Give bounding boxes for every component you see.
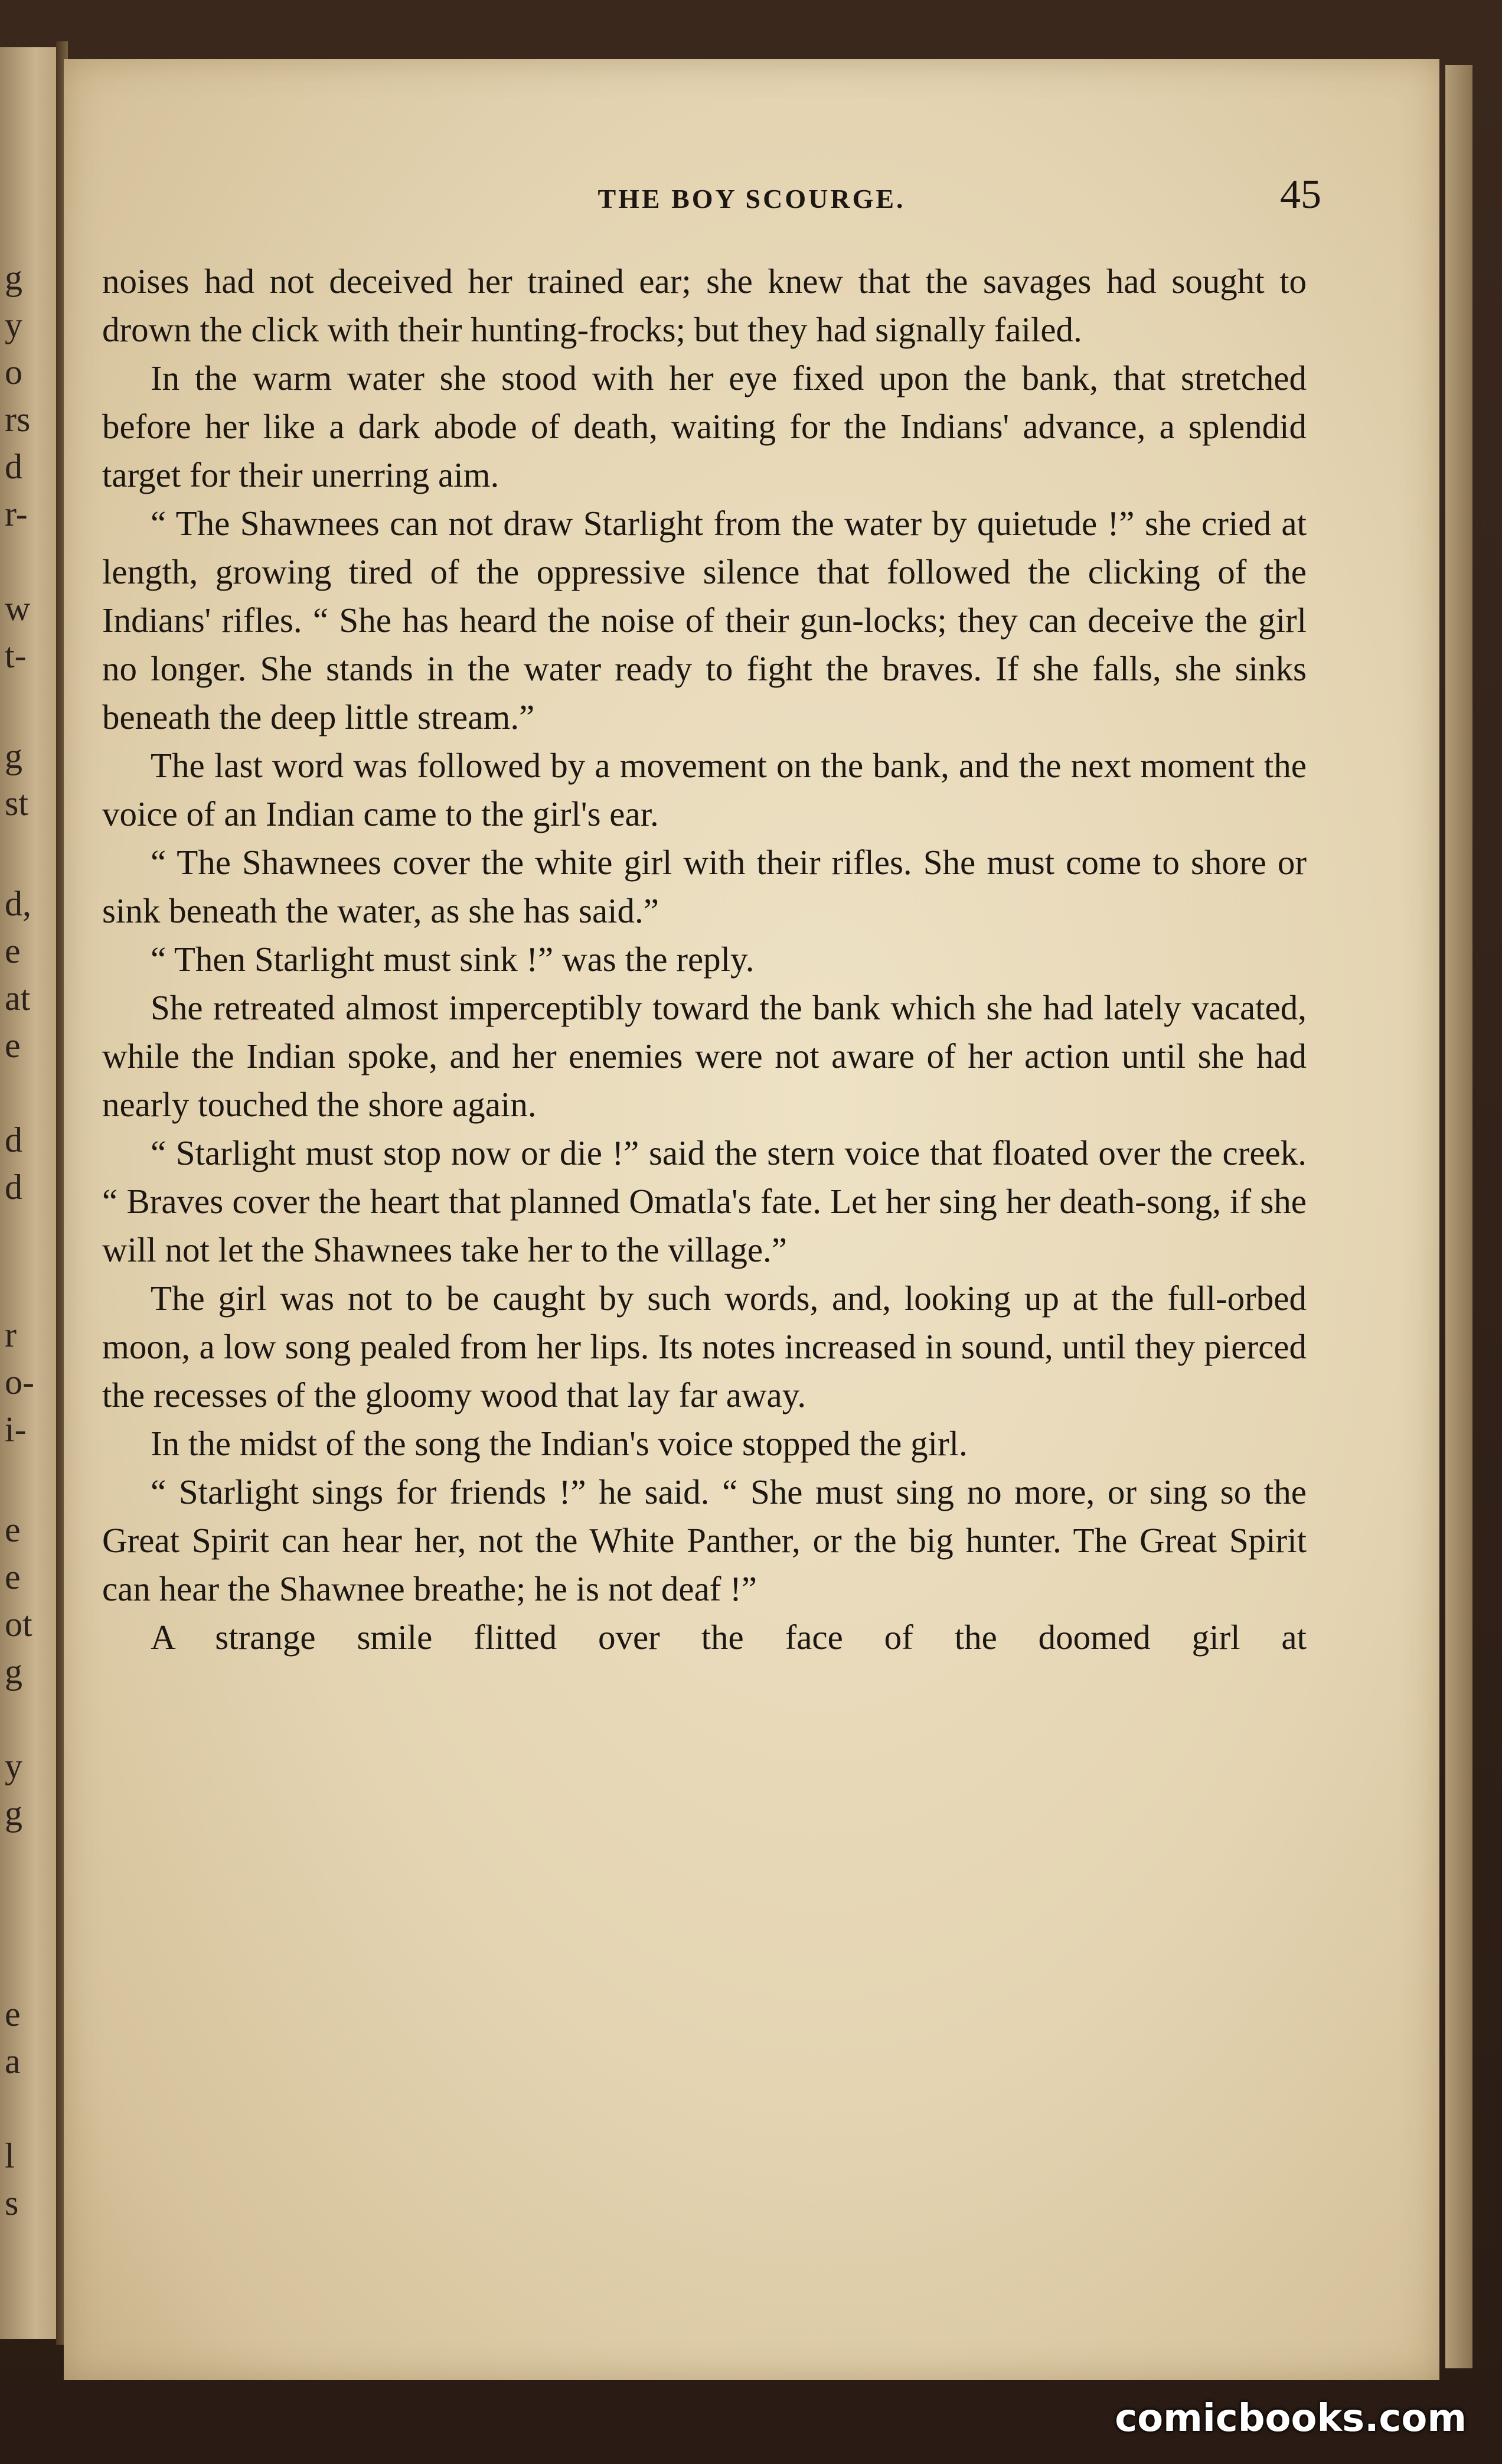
paragraph: “ Then Starlight must sink !” was the reply. xyxy=(151,940,755,979)
left-page-fragment: g xyxy=(5,258,22,297)
left-page-fragment: r- xyxy=(5,494,28,533)
left-page-fragment: d xyxy=(5,1120,22,1159)
paragraph: “ Starlight sings for friends !” he said. “ She must sing no more, or sing so the Great Spirit can hear her, not the White Panther, or the big hunter. The Great Spirit can hear the Shawnee breathe; he is not deaf !” xyxy=(102,1472,1307,1608)
left-page-fragment: e xyxy=(5,1994,21,2033)
left-page-fragment: e xyxy=(5,931,21,970)
left-page-fragment: st xyxy=(5,784,29,823)
left-page-fragment: g xyxy=(5,1652,22,1691)
paragraph: A strange smile flitted over the face of the doomed girl at xyxy=(151,1618,1307,1657)
paragraph: In the midst of the song the Indian's voice stopped the girl. xyxy=(151,1424,968,1463)
paragraph: She retreated almost imperceptibly toward the bank which she had lately vacated, while the Indian spoke, and her enemies were not aware of her action until she had nearly touched the shore again. xyxy=(102,988,1307,1124)
paragraph: noises had not deceived her trained ear; she knew that the savages had sought to drown the click with their hunting-frocks; but they had signally failed. xyxy=(102,262,1307,349)
left-page-fragment: d xyxy=(5,447,22,486)
left-page-fragment: e xyxy=(5,1557,21,1596)
left-page-fragment: i- xyxy=(5,1410,27,1449)
paragraph: In the warm water she stood with her eye fixed upon the bank, that stretched before her like a dark abode of death, waiting for the Indians' advance, a splendid target for their unerring aim. xyxy=(102,358,1307,494)
left-page-fragment: e xyxy=(5,1510,21,1549)
body-text xyxy=(102,257,1307,1661)
left-page-fragment: y xyxy=(5,1746,22,1785)
left-page-fragment: at xyxy=(5,979,31,1018)
paragraph: The last word was followed by a movement on the bank, and the next moment the voice of an Indian came to the girl's ear. xyxy=(102,746,1307,833)
paragraph: The girl was not to be caught by such words, and, looking up at the full-orbed moon, a low song pealed from her lips. Its notes increased in sound, until they pierced the recesses of the gloomy wood that lay far away. xyxy=(102,1279,1307,1414)
paragraph: “ The Shawnees can not draw Starlight from the water by quietude !” she cried at length, growing tired of the oppressive silence that followed the clicking of the Indians' rifles. “ She has heard the noise of their gun-locks; they can deceive the girl no longer. She stands in the water ready to fight the braves. If she falls, she sinks beneath the deep little stream.” xyxy=(102,504,1307,736)
left-page-fragment: a xyxy=(5,2042,21,2081)
page-header xyxy=(64,171,1439,230)
left-page-fragment: l xyxy=(5,2136,15,2175)
left-page-fragment: d, xyxy=(5,884,31,923)
left-page-fragment: ot xyxy=(5,1605,32,1644)
left-page-fragment: s xyxy=(5,2183,19,2222)
left-page-fragment: o- xyxy=(5,1363,34,1402)
running-head: THE BOY SCOURGE. xyxy=(597,184,906,214)
book-page xyxy=(64,59,1439,2380)
left-page-fragment: d xyxy=(5,1168,22,1207)
page-stack-edge xyxy=(1445,65,1472,2368)
paragraph: “ The Shawnees cover the white girl with their rifles. She must come to shore or sink beneath the water, as she has said.” xyxy=(102,843,1307,930)
left-page-fragment: y xyxy=(5,305,22,344)
left-page-fragment: t- xyxy=(5,636,27,675)
page-number: 45 xyxy=(1280,172,1321,217)
facing-page-edge xyxy=(0,47,59,2339)
left-page-fragment: r xyxy=(5,1315,17,1354)
left-page-fragment: g xyxy=(5,1794,22,1833)
left-page-fragment: g xyxy=(5,736,22,775)
left-page-fragment: w xyxy=(5,589,31,628)
site-watermark: comicbooks.com xyxy=(1115,2397,1467,2440)
left-page-fragment: o xyxy=(5,353,22,392)
paragraph: “ Starlight must stop now or die !” said the stern voice that floated over the creek. “ Braves cover the heart that planned Omatla's fate. Let her sing her death-song, if she will not let the Shawnees take her to the village.” xyxy=(102,1133,1307,1269)
left-page-fragment: e xyxy=(5,1026,21,1065)
left-page-fragment: rs xyxy=(5,400,31,439)
